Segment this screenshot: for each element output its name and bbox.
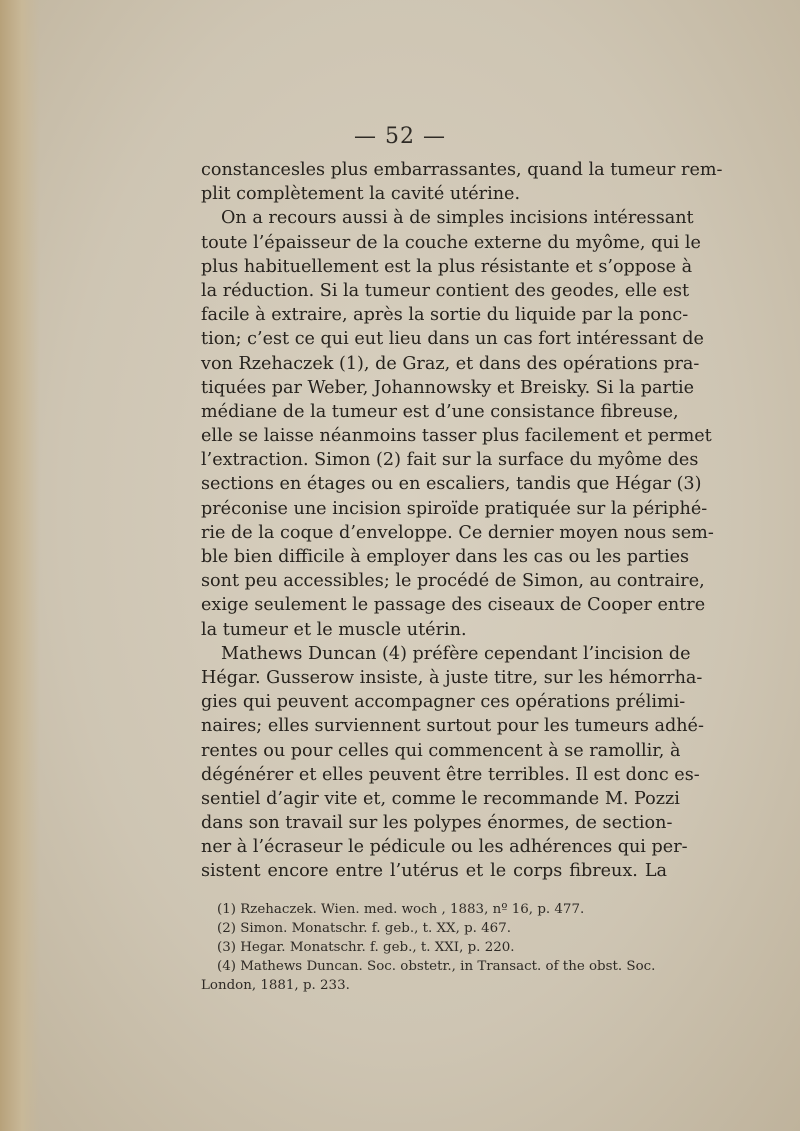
text-line: ble bien difficile à employer dans les cas ou les parties bbox=[201, 547, 690, 567]
text-line: constancesles plus embarrassantes, quand la tumeur rem- bbox=[201, 160, 723, 180]
text-line: plit complètement la cavité utérine. bbox=[201, 184, 521, 205]
body-text bbox=[201, 158, 723, 884]
text-line: Hégar. Gusserow insiste, à juste titre, sur les hémorrha- bbox=[201, 667, 703, 688]
footnote-line: London, 1881, p. 233. bbox=[201, 978, 350, 993]
text-line: toute l’épaisseur de la couche externe du myôme, qui le bbox=[201, 232, 701, 253]
text-line: sont peu accessibles; le procédé de Simon, au contraire, bbox=[201, 571, 705, 592]
text-line: la tumeur et le muscle utérin. bbox=[201, 619, 467, 640]
text-line: sistent encore entre l’utérus et le corps fibreux. La bbox=[201, 861, 667, 882]
text-line: facile à extraire, après la sortie du liquide par la ponc- bbox=[201, 305, 689, 326]
text-line: la réduction. Si la tumeur contient des geodes, elle est bbox=[201, 280, 690, 301]
text-line: On a recours aussi à de simples incisions intéressant bbox=[221, 208, 694, 229]
text-line: exige seulement le passage des ciseaux de Cooper entre bbox=[201, 595, 706, 616]
text-line: dans son travail sur les polypes énormes, de section- bbox=[201, 813, 673, 834]
page-number: — 52 — bbox=[354, 124, 446, 149]
text-line: sentiel d’agir vite et, comme le recommande M. Pozzi bbox=[201, 788, 680, 809]
text-line: von Rzehaczek (1), de Graz, et dans des opérations pra- bbox=[201, 353, 700, 374]
footnote-line: (4) Mathews Duncan. Soc. obstetr., in Transact. of the obst. Soc. bbox=[217, 959, 656, 974]
text-line: gies qui peuvent accompagner ces opérations prélimi- bbox=[201, 692, 686, 713]
text-line: ner à l’écraseur le pédicule ou les adhérences qui per- bbox=[201, 837, 688, 858]
text-line: médiane de la tumeur est d’une consistance fibreuse, bbox=[201, 401, 679, 422]
text-line: elle se laisse néanmoins tasser plus facilement et permet bbox=[201, 426, 712, 447]
text-line: naires; elles surviennent surtout pour les tumeurs adhé- bbox=[201, 716, 704, 737]
page-edge-shading bbox=[0, 0, 40, 1131]
text-line: plus habituellement est la plus résistante et s’oppose à bbox=[201, 256, 693, 277]
text-line: sections en étages ou en escaliers, tandis que Hégar (3) bbox=[201, 474, 702, 495]
text-line: l’extraction. Simon (2) fait sur la surface du myôme des bbox=[201, 450, 699, 471]
footnote-line: (2) Simon. Monatschr. f. geb., t. XX, p. 467. bbox=[217, 921, 511, 936]
text-line: tiquées par Weber, Johannowsky et Breisky. Si la partie bbox=[201, 377, 695, 398]
text-line: préconise une incision spiroïde pratiquée sur la périphé- bbox=[201, 498, 708, 519]
footnote-line: (3) Hegar. Monatschr. f. geb., t. XXI, p. 220. bbox=[217, 940, 515, 955]
footnotes bbox=[201, 900, 667, 995]
text-line: dégénérer et elles peuvent être terribles. Il est donc es- bbox=[201, 764, 700, 785]
text-line: Mathews Duncan (4) préfère cependant l’incision de bbox=[221, 643, 691, 664]
footnote-line: (1) Rzehaczek. Wien. med. woch , 1883, nº 16, p. 477. bbox=[217, 902, 585, 917]
text-line: tion; c’est ce qui eut lieu dans un cas fort intéressant de bbox=[201, 329, 704, 350]
text-line: rentes ou pour celles qui commencent à se ramollir, à bbox=[201, 740, 681, 761]
text-line: rie de la coque d’enveloppe. Ce dernier moyen nous sem- bbox=[201, 522, 714, 543]
